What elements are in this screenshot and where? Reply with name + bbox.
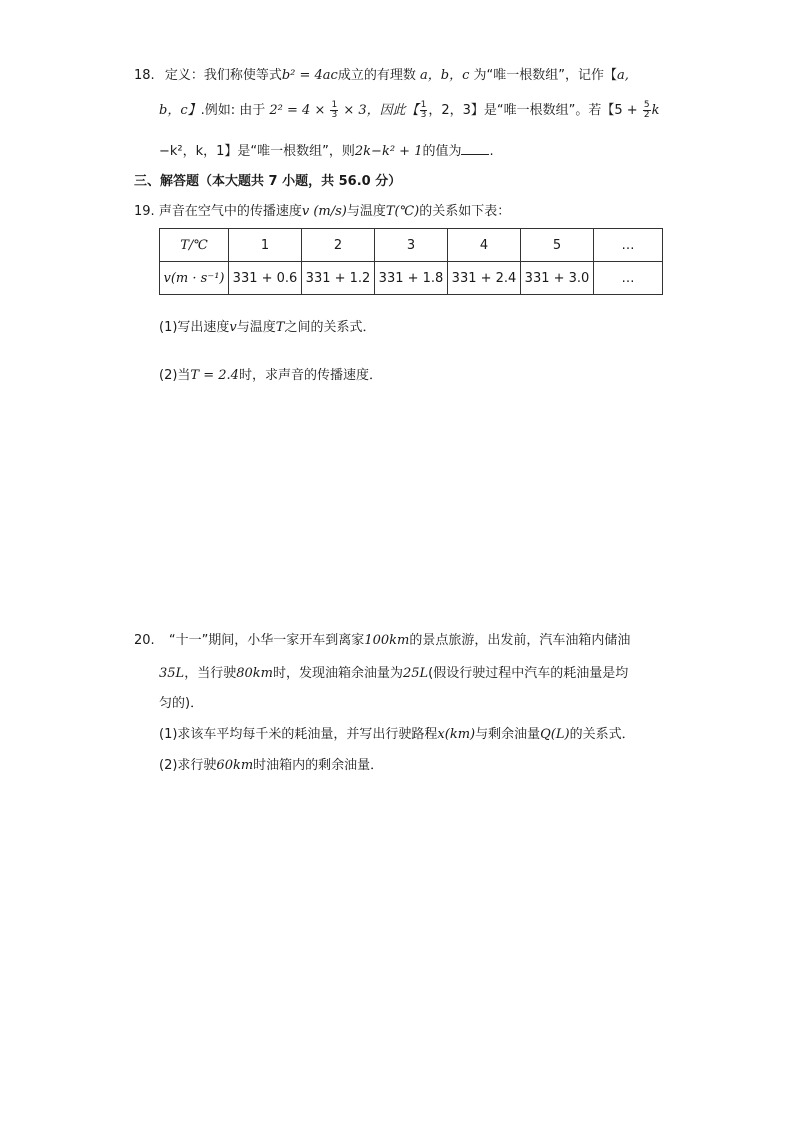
q19-var-v: v (229, 320, 237, 335)
q19-text: 声音在空气中的传播速度 (158, 204, 302, 219)
q18-fraction: $\frac{1}{3}$ (331, 100, 338, 120)
q20-line3: 匀的)． (159, 696, 204, 711)
q20-text: “十一”期间，小华一家开车到离家 (168, 633, 365, 648)
q18-var-a: a, (616, 68, 629, 83)
q20-distance: 80km (236, 666, 273, 681)
q18-text: −k²，k，1】是“唯一根数组”，则 (159, 144, 355, 159)
answer-blank[interactable] (461, 140, 489, 155)
q20-distance: 100km (364, 633, 410, 648)
q18-fraction: $\frac{5}{2}$ (643, 100, 650, 120)
q20-text: 时，发现油箱余油量为 (272, 666, 403, 681)
table-cell: 331 + 0.6 (229, 262, 302, 295)
q18-expression: 2k−k² + 1 (354, 144, 423, 159)
q18-text: 成立的有理数 (337, 68, 416, 83)
q20-line1 (134, 631, 630, 651)
section-title: 三、解答题（本大题共 7 小题，共 56.0 分） (134, 174, 402, 189)
q20-text: 时油箱内的剩余油量． (253, 758, 384, 773)
table-cell: 1 (229, 229, 302, 262)
q18-vars: b，c】 (159, 103, 201, 118)
q18-text: 为“唯一根数组”，记作【 (473, 68, 617, 83)
table-cell: 2 (302, 229, 375, 262)
q18-text: .例如: 由于 (200, 103, 266, 118)
q18-line2 (159, 101, 659, 121)
q19-text: 时，求声音的传播速度． (238, 368, 382, 383)
table-cell-header: v(m · s⁻¹) (160, 262, 229, 295)
table-cell: 331 + 2.4 (448, 262, 521, 295)
q20-text: (1)求该车平均每千米的耗油量，并写出行驶路程 (159, 727, 438, 742)
q18-equation: b² = 4ac (281, 68, 338, 83)
q20-text: 与剩余油量 (475, 727, 541, 742)
table-row (160, 262, 663, 295)
q20-part2 (159, 756, 383, 776)
q18-period: . (489, 144, 494, 159)
speed-temperature-table (159, 228, 663, 295)
q18-number: 18. (134, 68, 155, 83)
q18-text: 的值为 (422, 144, 462, 159)
q18-equation: × 3，因此【 (343, 103, 419, 118)
q18-vars: a，b，c (420, 68, 470, 83)
q19-text: (1)写出速度 (159, 320, 230, 335)
q18-equation: 2² = 4 × (269, 103, 326, 118)
q19-text: 与温度 (236, 320, 276, 335)
q19-text: 与温度 (346, 204, 386, 219)
q18-text: ，2，3】是“唯一根数组”。若【5 + (428, 103, 638, 118)
q20-fuel-initial: 35L (159, 666, 185, 681)
q20-var-q: Q(L) (540, 727, 570, 742)
q20-text: (2)求行驶 (159, 758, 217, 773)
q18-var-k: k (651, 103, 660, 118)
q19-temperature: T(℃) (385, 204, 420, 219)
q18-text: 定义：我们称使等式 (164, 68, 282, 83)
table-cell: … (594, 229, 663, 262)
q19-number: 19. (134, 204, 155, 219)
table-cell: … (594, 262, 663, 295)
q20-text: (假设行驶过程中汽车的耗油量是均 (428, 666, 629, 681)
q18-line1 (134, 66, 629, 86)
table-cell: 331 + 3.0 (521, 262, 594, 295)
q19-text: 的关系如下表： (419, 204, 511, 219)
q20-part1 (159, 725, 635, 745)
table-cell: 5 (521, 229, 594, 262)
q20-text: ，当行驶 (184, 666, 237, 681)
q18-line3 (159, 140, 494, 162)
q19-text: 之间的关系式． (284, 320, 376, 335)
table-cell: 3 (375, 229, 448, 262)
q20-var-x: x(km) (437, 727, 476, 742)
q19-condition: T = 2.4 (190, 368, 239, 383)
q19-var-t: T (275, 320, 285, 335)
q20-text: 的景点旅游，出发前，汽车油箱内储油 (409, 633, 631, 648)
table-cell: 331 + 1.2 (302, 262, 375, 295)
q20-text: 的关系式． (569, 727, 635, 742)
q19-text: (2)当 (159, 368, 191, 383)
table-cell: 4 (448, 229, 521, 262)
q19-stem (134, 202, 510, 222)
q19-velocity: v (m/s) (301, 204, 347, 219)
table-cell-header: T/℃ (160, 229, 229, 262)
q19-part2 (159, 366, 382, 386)
table-cell: 331 + 1.8 (375, 262, 448, 295)
table-row (160, 229, 663, 262)
q20-number: 20. (134, 633, 155, 648)
q20-distance: 60km (216, 758, 254, 773)
q20-fuel-remaining: 25L (402, 666, 429, 681)
q18-fraction: $\frac{1}{3}$ (420, 100, 427, 120)
q19-part1 (159, 318, 375, 338)
q20-line2 (159, 664, 628, 684)
